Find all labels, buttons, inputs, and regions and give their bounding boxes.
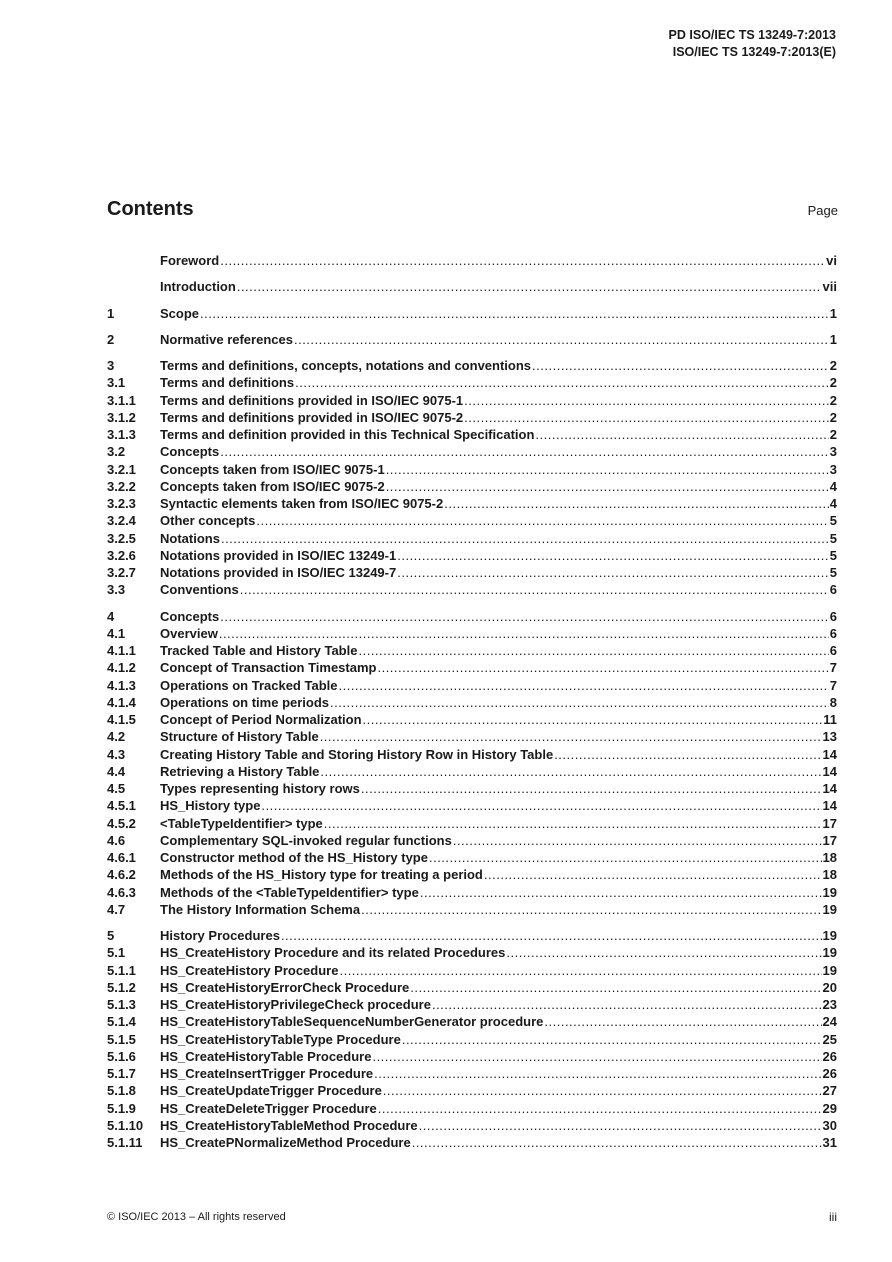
toc-entry-page: 6 bbox=[829, 582, 837, 598]
toc-entry-label: HS_CreateHistory Procedure bbox=[160, 962, 339, 978]
toc-entry-number: 4 bbox=[107, 608, 115, 624]
toc-entry[interactable] bbox=[107, 393, 837, 410]
toc-entry[interactable] bbox=[107, 1014, 837, 1031]
toc-entry[interactable] bbox=[107, 781, 837, 798]
toc-entry-number: 4.6.2 bbox=[107, 867, 136, 883]
toc-entry[interactable] bbox=[107, 358, 837, 375]
toc-entry-page: 19 bbox=[822, 884, 837, 900]
toc-entry-number: 4.6 bbox=[107, 832, 126, 848]
toc-entry-page: 24 bbox=[822, 1014, 837, 1030]
toc-entry-number: 4.6.1 bbox=[107, 850, 136, 865]
toc-entry[interactable] bbox=[107, 479, 837, 496]
toc-entry[interactable] bbox=[107, 1049, 837, 1066]
toc-entry-page: 19 bbox=[822, 962, 837, 978]
toc-leader-dots bbox=[220, 609, 829, 624]
toc-entry[interactable] bbox=[107, 582, 837, 599]
toc-entry[interactable] bbox=[107, 747, 837, 764]
toc-leader-dots bbox=[429, 850, 822, 865]
toc-entry-number: 5.1.11 bbox=[107, 1135, 143, 1150]
toc-entry-label: Notations provided in ISO/IEC 13249-7 bbox=[160, 565, 397, 580]
toc-entry-label: Terms and definition provided in this Technical Specification bbox=[160, 427, 535, 442]
toc-entry-number: 5.1.8 bbox=[107, 1083, 136, 1099]
toc-leader-dots bbox=[361, 902, 821, 917]
toc-entry[interactable] bbox=[107, 306, 837, 323]
toc-entry-page: 7 bbox=[829, 677, 837, 693]
toc-entry-number: 3 bbox=[107, 358, 115, 373]
table-of-contents bbox=[107, 253, 837, 1152]
toc-entry-number: 5.1.2 bbox=[107, 979, 136, 995]
toc-entry-page: 1 bbox=[829, 331, 837, 347]
toc-entry-label: Retrieving a History Table bbox=[160, 763, 320, 779]
toc-leader-dots bbox=[295, 375, 829, 390]
toc-entry-number: 3.2.3 bbox=[107, 496, 136, 511]
toc-leader-dots bbox=[320, 729, 822, 744]
toc-entry-page: 5 bbox=[829, 530, 837, 546]
toc-entry-label: Structure of History Table bbox=[160, 729, 319, 745]
toc-leader-dots bbox=[221, 531, 829, 546]
toc-entry-number: 5.1.5 bbox=[107, 1031, 136, 1047]
toc-entry[interactable] bbox=[107, 332, 837, 349]
toc-leader-dots bbox=[256, 513, 828, 528]
toc-entry-page: 18 bbox=[822, 850, 837, 865]
toc-entry-label: Concepts taken from ISO/IEC 9075-2 bbox=[160, 478, 385, 494]
header-line-2: ISO/IEC TS 13249-7:2013(E) bbox=[672, 45, 836, 59]
toc-entry-page: 19 bbox=[822, 945, 837, 961]
toc-leader-dots bbox=[374, 1066, 821, 1081]
document-header bbox=[669, 27, 836, 61]
toc-entry[interactable] bbox=[107, 867, 837, 884]
toc-entry-number: 3.1.1 bbox=[107, 392, 136, 408]
toc-entry-label: Complementary SQL-invoked regular functions bbox=[160, 832, 452, 848]
toc-entry-label: Concepts bbox=[160, 608, 220, 624]
toc-leader-dots bbox=[420, 885, 822, 900]
toc-entry-number: 3.3 bbox=[107, 582, 126, 598]
toc-entry[interactable] bbox=[107, 712, 837, 729]
toc-entry-number: 3.2.1 bbox=[107, 461, 136, 477]
toc-leader-dots bbox=[363, 712, 823, 727]
toc-entry-page: 14 bbox=[822, 763, 837, 779]
toc-entry-label: History Procedures bbox=[160, 928, 280, 943]
toc-entry-number: 3.1.3 bbox=[107, 427, 136, 442]
toc-entry[interactable] bbox=[107, 444, 837, 461]
toc-entry-page: 2 bbox=[829, 409, 837, 425]
toc-entry[interactable] bbox=[107, 548, 837, 565]
toc-entry[interactable] bbox=[107, 902, 837, 919]
toc-entry[interactable] bbox=[107, 816, 837, 833]
toc-entry[interactable] bbox=[107, 1135, 837, 1152]
toc-entry-page: 14 bbox=[822, 781, 837, 796]
toc-entry[interactable] bbox=[107, 565, 837, 582]
toc-entry-page: 6 bbox=[829, 608, 837, 624]
toc-entry-number: 4.4 bbox=[107, 763, 126, 779]
toc-entry[interactable] bbox=[107, 885, 837, 902]
toc-leader-dots bbox=[386, 462, 829, 477]
toc-entry-label: Overview bbox=[160, 625, 218, 641]
toc-entry-label: HS_CreateUpdateTrigger Procedure bbox=[160, 1083, 382, 1099]
toc-leader-dots bbox=[532, 358, 829, 373]
toc-entry-number: 3.1.2 bbox=[107, 409, 136, 425]
toc-entry[interactable] bbox=[107, 410, 837, 427]
toc-entry-page: 14 bbox=[822, 746, 837, 762]
toc-entry-label: Types representing history rows bbox=[160, 781, 360, 796]
toc-entry-label: Other concepts bbox=[160, 513, 256, 529]
toc-entry-number: 5 bbox=[107, 928, 115, 943]
toc-entry-number: 5.1.6 bbox=[107, 1048, 136, 1064]
toc-entry-page: 2 bbox=[829, 427, 837, 442]
toc-entry-label: Terms and definitions provided in ISO/IEC 9075-2 bbox=[160, 409, 464, 425]
toc-leader-dots bbox=[261, 798, 821, 813]
toc-leader-dots bbox=[464, 393, 829, 408]
toc-leader-dots bbox=[338, 678, 828, 693]
toc-entry-number: 5.1 bbox=[107, 945, 126, 961]
toc-entry-page: 26 bbox=[822, 1066, 837, 1081]
toc-entry-label: HS_CreateHistoryPrivilegeCheck procedure bbox=[160, 997, 431, 1012]
toc-entry-number: 3.1 bbox=[107, 375, 126, 391]
toc-entry[interactable] bbox=[107, 764, 837, 781]
toc-entry-number: 4.1.2 bbox=[107, 660, 136, 676]
toc-entry-page: 5 bbox=[829, 547, 837, 563]
toc-entry[interactable] bbox=[107, 678, 837, 695]
toc-entry-label: Foreword bbox=[160, 253, 220, 268]
toc-entry-label: HS_CreateHistory Procedure and its related Procedures bbox=[160, 945, 506, 961]
toc-entry-number: 4.1.1 bbox=[107, 643, 136, 658]
toc-leader-dots bbox=[397, 565, 829, 580]
toc-entry-label: HS_History type bbox=[160, 798, 261, 814]
toc-entry-page: 2 bbox=[829, 358, 837, 373]
toc-entry-label: Tracked Table and History Table bbox=[160, 643, 358, 658]
toc-entry-label: Notations provided in ISO/IEC 13249-1 bbox=[160, 547, 397, 563]
toc-entry[interactable] bbox=[107, 513, 837, 530]
toc-entry-page: 27 bbox=[822, 1083, 837, 1099]
toc-entry-page: vi bbox=[826, 253, 837, 268]
page-column-label: Page bbox=[807, 203, 838, 218]
page-title: Contents bbox=[107, 198, 194, 220]
toc-entry-number: 5.1.4 bbox=[107, 1014, 136, 1030]
toc-entry-label: HS_CreateHistoryErrorCheck Procedure bbox=[160, 979, 410, 995]
toc-entry-label: Syntactic elements taken from ISO/IEC 9075-2 bbox=[160, 496, 444, 511]
toc-entry[interactable] bbox=[107, 375, 837, 392]
toc-leader-dots bbox=[386, 479, 829, 494]
toc-entry-label: HS_CreateHistoryTableMethod Procedure bbox=[160, 1117, 418, 1133]
toc-leader-dots bbox=[378, 1101, 822, 1116]
toc-entry[interactable] bbox=[107, 279, 837, 296]
toc-entry-number: 4.5 bbox=[107, 781, 126, 796]
toc-leader-dots bbox=[412, 1135, 822, 1150]
toc-entry-number: 4.5.1 bbox=[107, 798, 136, 814]
toc-leader-dots bbox=[484, 867, 822, 882]
toc-entry-page: 29 bbox=[822, 1100, 837, 1116]
toc-entry-number: 4.7 bbox=[107, 901, 126, 917]
toc-leader-dots bbox=[320, 764, 821, 779]
toc-leader-dots bbox=[464, 410, 829, 425]
toc-entry-page: 17 bbox=[822, 815, 837, 831]
toc-leader-dots bbox=[444, 496, 829, 511]
toc-leader-dots bbox=[220, 253, 825, 268]
toc-entry-page: 5 bbox=[829, 513, 837, 529]
toc-entry[interactable] bbox=[107, 1066, 837, 1083]
toc-entry-page: 2 bbox=[829, 375, 837, 391]
toc-entry-label: Concepts bbox=[160, 444, 220, 460]
toc-entry-label: Operations on Tracked Table bbox=[160, 677, 338, 693]
toc-entry-number: 3.2.6 bbox=[107, 547, 136, 563]
toc-entry-page: 25 bbox=[822, 1031, 837, 1047]
toc-leader-dots bbox=[358, 643, 828, 658]
toc-leader-dots bbox=[220, 444, 829, 459]
toc-entry-label: Concept of Period Normalization bbox=[160, 712, 362, 727]
toc-leader-dots bbox=[419, 1118, 822, 1133]
toc-entry-label: HS_CreateHistoryTableSequenceNumberGenerator procedure bbox=[160, 1014, 544, 1030]
toc-leader-dots bbox=[219, 626, 829, 641]
toc-entry-label: Notations bbox=[160, 530, 220, 546]
toc-leader-dots bbox=[453, 833, 822, 848]
copyright-footer: © ISO/IEC 2013 – All rights reserved bbox=[107, 1211, 286, 1223]
toc-entry-number: 4.6.3 bbox=[107, 884, 136, 900]
toc-entry-number: 5.1.1 bbox=[107, 962, 136, 978]
toc-entry-page: 20 bbox=[822, 979, 837, 995]
header-line-1: PD ISO/IEC TS 13249-7:2013 bbox=[668, 28, 836, 42]
toc-entry-number: 4.1 bbox=[107, 625, 126, 641]
toc-entry-label: Methods of the HS_History type for treating a period bbox=[160, 867, 483, 883]
toc-leader-dots bbox=[383, 1083, 822, 1098]
toc-entry-page: 4 bbox=[829, 478, 837, 494]
toc-leader-dots bbox=[397, 548, 829, 563]
toc-entry-page: 30 bbox=[822, 1117, 837, 1133]
toc-entry-number: 4.5.2 bbox=[107, 815, 136, 831]
toc-entry-page: 19 bbox=[822, 901, 837, 917]
toc-entry-number: 5.1.9 bbox=[107, 1100, 136, 1116]
toc-entry-label: Conventions bbox=[160, 582, 239, 598]
toc-entry-number: 4.1.3 bbox=[107, 677, 136, 693]
toc-entry-page: 26 bbox=[822, 1048, 837, 1064]
toc-entry-page: 2 bbox=[829, 392, 837, 408]
toc-entry-number: 4.1.5 bbox=[107, 712, 136, 727]
toc-entry-label: Terms and definitions, concepts, notations and conventions bbox=[160, 358, 532, 373]
toc-entry-number: 1 bbox=[107, 305, 115, 321]
toc-entry-page: 11 bbox=[823, 712, 837, 727]
toc-entry-number: 5.1.10 bbox=[107, 1117, 144, 1133]
toc-entry-label: Introduction bbox=[160, 279, 236, 295]
toc-entry-page: 7 bbox=[829, 660, 837, 676]
toc-entry-label: Terms and definitions provided in ISO/IEC 9075-1 bbox=[160, 392, 464, 408]
toc-entry[interactable] bbox=[107, 928, 837, 945]
toc-entry[interactable] bbox=[107, 253, 837, 270]
toc-entry-page: 5 bbox=[829, 565, 837, 580]
toc-entry[interactable] bbox=[107, 729, 837, 746]
toc-leader-dots bbox=[281, 928, 822, 943]
toc-entry-page: 6 bbox=[829, 625, 837, 641]
toc-entry[interactable] bbox=[107, 626, 837, 643]
toc-entry-page: 31 bbox=[822, 1135, 837, 1150]
toc-entry-label: HS_CreatePNormalizeMethod Procedure bbox=[160, 1135, 411, 1150]
toc-leader-dots bbox=[554, 747, 821, 762]
toc-entry[interactable] bbox=[107, 695, 837, 712]
toc-entry-page: 6 bbox=[829, 643, 837, 658]
toc-leader-dots bbox=[544, 1014, 821, 1029]
toc-entry-number: 3.2.5 bbox=[107, 530, 136, 546]
toc-entry-number: 3.2.7 bbox=[107, 565, 136, 580]
toc-entry-label: Scope bbox=[160, 305, 200, 321]
toc-entry-number: 5.1.3 bbox=[107, 997, 136, 1012]
toc-entry-number: 4.3 bbox=[107, 746, 126, 762]
toc-entry-label: HS_CreateInsertTrigger Procedure bbox=[160, 1066, 374, 1081]
toc-entry-label: The History Information Schema bbox=[160, 901, 361, 917]
toc-entry-number: 3.2.4 bbox=[107, 513, 136, 529]
toc-entry[interactable] bbox=[107, 963, 837, 980]
toc-entry-page: 19 bbox=[822, 928, 837, 943]
toc-entry-label: Concept of Transaction Timestamp bbox=[160, 660, 377, 676]
toc-entry[interactable] bbox=[107, 980, 837, 997]
toc-leader-dots bbox=[200, 306, 829, 321]
toc-leader-dots bbox=[330, 695, 829, 710]
toc-leader-dots bbox=[410, 980, 821, 995]
toc-entry-number: 2 bbox=[107, 331, 115, 347]
toc-entry[interactable] bbox=[107, 427, 837, 444]
toc-entry-page: 8 bbox=[829, 694, 837, 710]
toc-leader-dots bbox=[402, 1032, 822, 1047]
toc-entry[interactable] bbox=[107, 531, 837, 548]
toc-entry-page: vii bbox=[822, 279, 837, 295]
toc-leader-dots bbox=[506, 945, 821, 960]
toc-entry-number: 4.2 bbox=[107, 729, 126, 745]
toc-entry-label: Normative references bbox=[160, 331, 293, 347]
toc-entry-page: 1 bbox=[829, 305, 837, 321]
toc-entry[interactable] bbox=[107, 798, 837, 815]
toc-leader-dots bbox=[432, 997, 822, 1012]
toc-entry-page: 3 bbox=[829, 444, 837, 460]
toc-leader-dots bbox=[240, 582, 829, 597]
toc-entry-page: 17 bbox=[822, 832, 837, 848]
toc-leader-dots bbox=[535, 427, 828, 442]
toc-entry[interactable] bbox=[107, 1101, 837, 1118]
toc-entry[interactable] bbox=[107, 1032, 837, 1049]
toc-leader-dots bbox=[237, 279, 822, 294]
toc-entry-number: 3.2.2 bbox=[107, 478, 136, 494]
toc-entry-label: Constructor method of the HS_History type bbox=[160, 850, 428, 865]
toc-entry-label: Terms and definitions bbox=[160, 375, 295, 391]
toc-entry[interactable] bbox=[107, 1083, 837, 1100]
toc-entry-label: Methods of the <TableTypeIdentifier> type bbox=[160, 884, 419, 900]
toc-entry[interactable] bbox=[107, 1118, 837, 1135]
toc-entry-label: <TableTypeIdentifier> type bbox=[160, 815, 323, 831]
toc-entry-label: Concepts taken from ISO/IEC 9075-1 bbox=[160, 461, 385, 477]
toc-entry-page: 14 bbox=[822, 798, 837, 814]
toc-entry-label: HS_CreateHistoryTable Procedure bbox=[160, 1048, 372, 1064]
toc-leader-dots bbox=[324, 816, 822, 831]
toc-entry[interactable] bbox=[107, 643, 837, 660]
toc-entry[interactable] bbox=[107, 997, 837, 1014]
toc-entry-number: 4.1.4 bbox=[107, 694, 136, 710]
toc-entry-label: HS_CreateHistoryTableType Procedure bbox=[160, 1031, 401, 1047]
toc-entry-label: HS_CreateDeleteTrigger Procedure bbox=[160, 1100, 377, 1116]
toc-leader-dots bbox=[361, 781, 822, 796]
page-number: iii bbox=[829, 1210, 837, 1224]
toc-leader-dots bbox=[339, 963, 821, 978]
toc-entry-page: 23 bbox=[822, 997, 837, 1012]
toc-entry[interactable] bbox=[107, 462, 837, 479]
toc-entry-number: 3.2 bbox=[107, 444, 126, 460]
toc-entry-label: Operations on time periods bbox=[160, 694, 330, 710]
toc-entry-page: 18 bbox=[822, 867, 837, 883]
toc-entry-page: 13 bbox=[822, 729, 837, 745]
toc-entry-page: 3 bbox=[829, 461, 837, 477]
toc-entry[interactable] bbox=[107, 833, 837, 850]
toc-leader-dots bbox=[377, 660, 828, 675]
toc-entry[interactable] bbox=[107, 496, 837, 513]
toc-entry-page: 4 bbox=[829, 496, 837, 511]
toc-entry[interactable] bbox=[107, 660, 837, 677]
toc-entry[interactable] bbox=[107, 945, 837, 962]
toc-leader-dots bbox=[294, 332, 829, 347]
toc-entry[interactable] bbox=[107, 609, 837, 626]
toc-leader-dots bbox=[372, 1049, 821, 1064]
toc-entry-label: Creating History Table and Storing History Row in History Table bbox=[160, 746, 554, 762]
toc-entry-number: 5.1.7 bbox=[107, 1066, 136, 1081]
toc-entry[interactable] bbox=[107, 850, 837, 867]
